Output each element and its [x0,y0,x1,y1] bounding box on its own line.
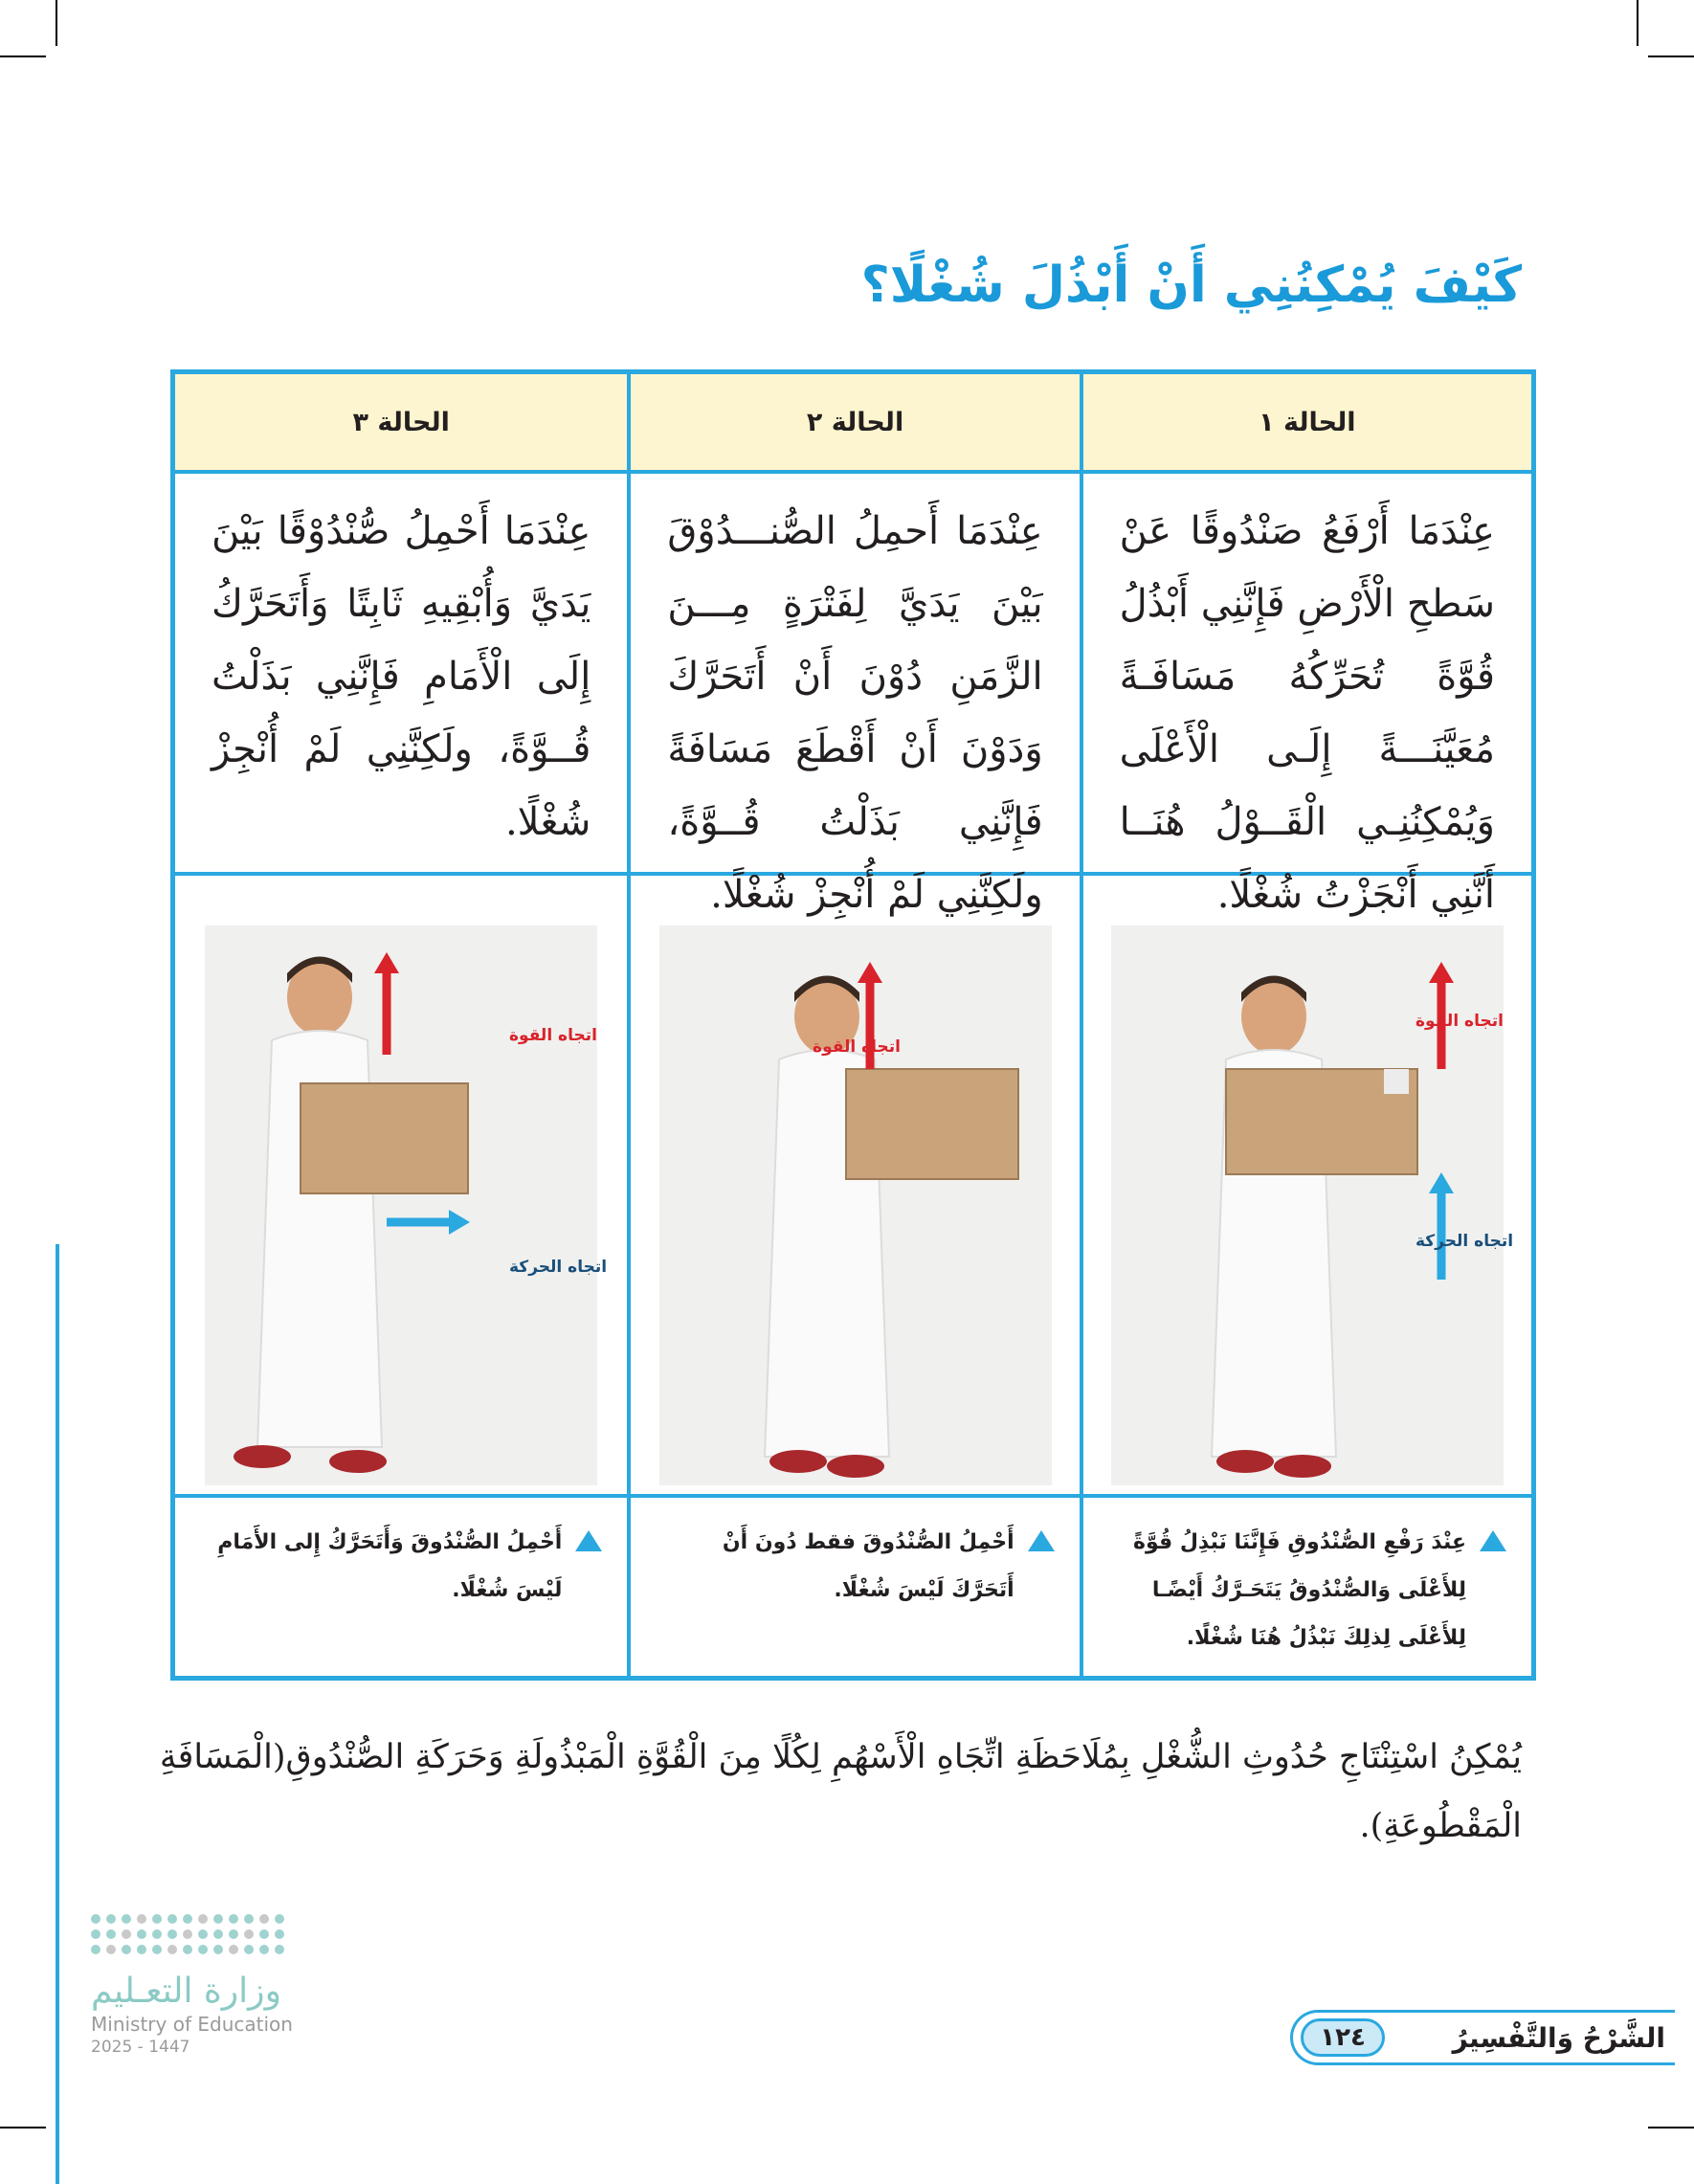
boy-walking-with-box-illustration [205,925,608,1485]
case-1-photo [1111,925,1513,1485]
conclusion-paragraph: يُمْكِنُ اسْتِنْتَاجِ حُدُوثِ الشُّغْلِ بِمُلَاحَظَةِ اتِّجَاهِ الْأَسْهُمِ لِكُلًا مِنَ الْقُوَّةِ الْمَبْذُولَةِ وَحَرَكَةِ الصُّنْدُوقِ(الْمَسَافَةِ الْمَقْطُوعَةِ). [159,1738,1522,1845]
logo-dot [91,1945,100,1954]
case-2-text-cell [627,474,1079,917]
case-1-caption: عِنْدَ رَفْعِ الصُّنْدُوقِ فَإِنَّنَا نَبْذِلُ قُوَّةً لِلأَعْلَى وَالصُّنْدُوقُ يَتَحَـرَّكُ أَيْضًـا لِلأَعْلَى لِذلِكَ نَبْذُلُ هُنَا شُغْلًا. [1132,1530,1466,1650]
crop-mark [0,2127,46,2128]
case-3-motion-label: اتجاه الحركة [509,1258,608,1277]
logo-dot [122,1914,131,1924]
logo-dot [137,1945,146,1954]
crop-mark [1648,56,1694,57]
case-1-motion-label: اتجاه الحركة [1415,1232,1513,1251]
logo-dot [137,1929,146,1939]
logo-dot [106,1945,116,1954]
case-2-text: عِنْدَمَا أَحمِلُ الصُّنـــدُوْقَ بَيْنَ يَدَيَّ لِفَتْرَةٍ مِـــنَ الزَّمَنِ دُوْنَ أَنْ أَتَحَرَّكَ وَدَوْنَ أَنْ أَقْطَعَ مَسَافَةً فَإِنَّنِي بَذَلْتُ قُــوَّةً، ولَكِنَّنِي لَمْ أُنْجِزْ شُغْلًا. [667,509,1043,917]
logo-dot [244,1914,254,1924]
logo-dot [167,1914,177,1924]
case-3-text-cell [175,474,627,876]
logo-dot [152,1914,162,1924]
logo-dot [213,1945,223,1954]
logo-dot [259,1914,269,1924]
case-1-header: الحالة ١ [1080,374,1531,474]
case-2-caption-cell [627,1498,1079,1676]
case-1-text: عِنْدَمَا أَرْفَعُ صَنْدُوقًا عَنْ سَطحِ الْأَرْضِ فَإِنَّنِي أَبْذُلُ قُوَّةً تُحَرِّكُهُ مَسَافَـةً مُعَيَّنَـــةً إِلَـى الْأَعْلَى وَيُمْكِنُنِـي الْقَــوْلُ هُنَــا أَنَّنِي أَنْجَزْتُ شُغْلًا. [1119,509,1495,917]
logo-arabic-text: وزارة التعـليم [91,1972,281,2011]
case-2-photo-cell [627,876,1079,1498]
logo-dot [183,1914,192,1924]
case-3-photo-cell [175,876,627,1498]
logo-dot [137,1914,146,1924]
case-3-caption: أَحْمِلُ الصُّنْدُوقَ وَأَتَحَرَّكُ إِلى الأَمَامِ لَيْسَ شُغْلًا. [217,1530,563,1602]
triangle-bullet-icon [575,1530,602,1551]
crop-mark [0,56,46,57]
footer-bar [1290,2010,1675,2065]
crop-mark [1637,0,1638,46]
case-3-header: الحالة ٣ [175,374,627,474]
logo-dot [229,1929,238,1939]
crop-mark [56,0,57,46]
page-number: ١٢٤ [1301,2018,1385,2057]
case-1-text-cell [1080,474,1531,917]
logo-dot [244,1945,254,1954]
crop-mark [1648,2127,1694,2128]
cases-table [170,369,1536,1681]
logo-dot [198,1929,208,1939]
case-3-force-label: اتجاه القوة [509,1026,598,1045]
logo-dot [275,1929,284,1939]
case-2-photo [659,925,1052,1485]
triangle-bullet-icon [1480,1530,1506,1551]
triangle-bullet-icon [1028,1530,1055,1551]
logo-dot [213,1914,223,1924]
logo-dot [122,1945,131,1954]
case-2-caption: أَحْمِلُ الصُّنْدُوقَ فقط دُونَ أَنْ أَتَحَرَّكَ لَيْسَ شُغْلًا. [722,1530,1014,1602]
logo-dot [198,1945,208,1954]
logo-dots-icon [91,1914,290,1954]
logo-year: 2025 - 1447 [91,2038,190,2057]
case-1-force-label: اتجاه القوة [1415,1012,1504,1031]
logo-dot [229,1914,238,1924]
logo-dot [122,1929,131,1939]
logo-dot [183,1929,192,1939]
logo-dot [229,1945,238,1954]
logo-dot [213,1929,223,1939]
logo-dot [167,1929,177,1939]
case-3-caption-cell [175,1498,627,1676]
logo-dot [244,1929,254,1939]
boy-lifting-box-illustration [1111,925,1513,1485]
logo-dot [91,1914,100,1924]
logo-dot [275,1945,284,1954]
logo-dot [275,1914,284,1924]
logo-dot [198,1914,208,1924]
logo-dot [91,1929,100,1939]
boy-holding-box-illustration [659,925,1052,1485]
logo-dot [152,1945,162,1954]
footer-section-label: الشَّرْحُ وَالتَّفْسِيرُ [1452,2021,1665,2054]
case-1-caption-cell [1080,1498,1531,1676]
case-1-photo-cell [1080,876,1531,1498]
case-2-header: الحالة ٢ [627,374,1079,474]
logo-dot [106,1914,116,1924]
logo-dot [259,1929,269,1939]
case-3-photo [205,925,608,1485]
page-title: كَيْفَ يُمْكِنُنِي أَنْ أَبْذُلَ شُغْلًا؟ [860,256,1522,314]
case-2-force-label: اتجاه القوة [812,1037,901,1057]
logo-english-text: Ministry of Education [91,2013,293,2036]
logo-dot [106,1929,116,1939]
logo-dot [152,1929,162,1939]
logo-dot [183,1945,192,1954]
ministry-logo [91,1914,311,2057]
case-3-text: عِنْدَمَا أَحْمِلُ صُّنْدُوْقًا بَيْنَ يَدَيَّ وَأُبْقِيهِ ثَابِتًا وَأَتَحَرَّكُ إِلَى الْأَمَامِ فَإِنَّنِي بَذَلْتُ قُــوَّةً، ولَكِنَّنِي لَمْ أُنْجِزْ شُغْلًا. [212,509,591,844]
margin-rule [56,1244,59,2184]
logo-dot [167,1945,177,1954]
logo-dot [259,1945,269,1954]
